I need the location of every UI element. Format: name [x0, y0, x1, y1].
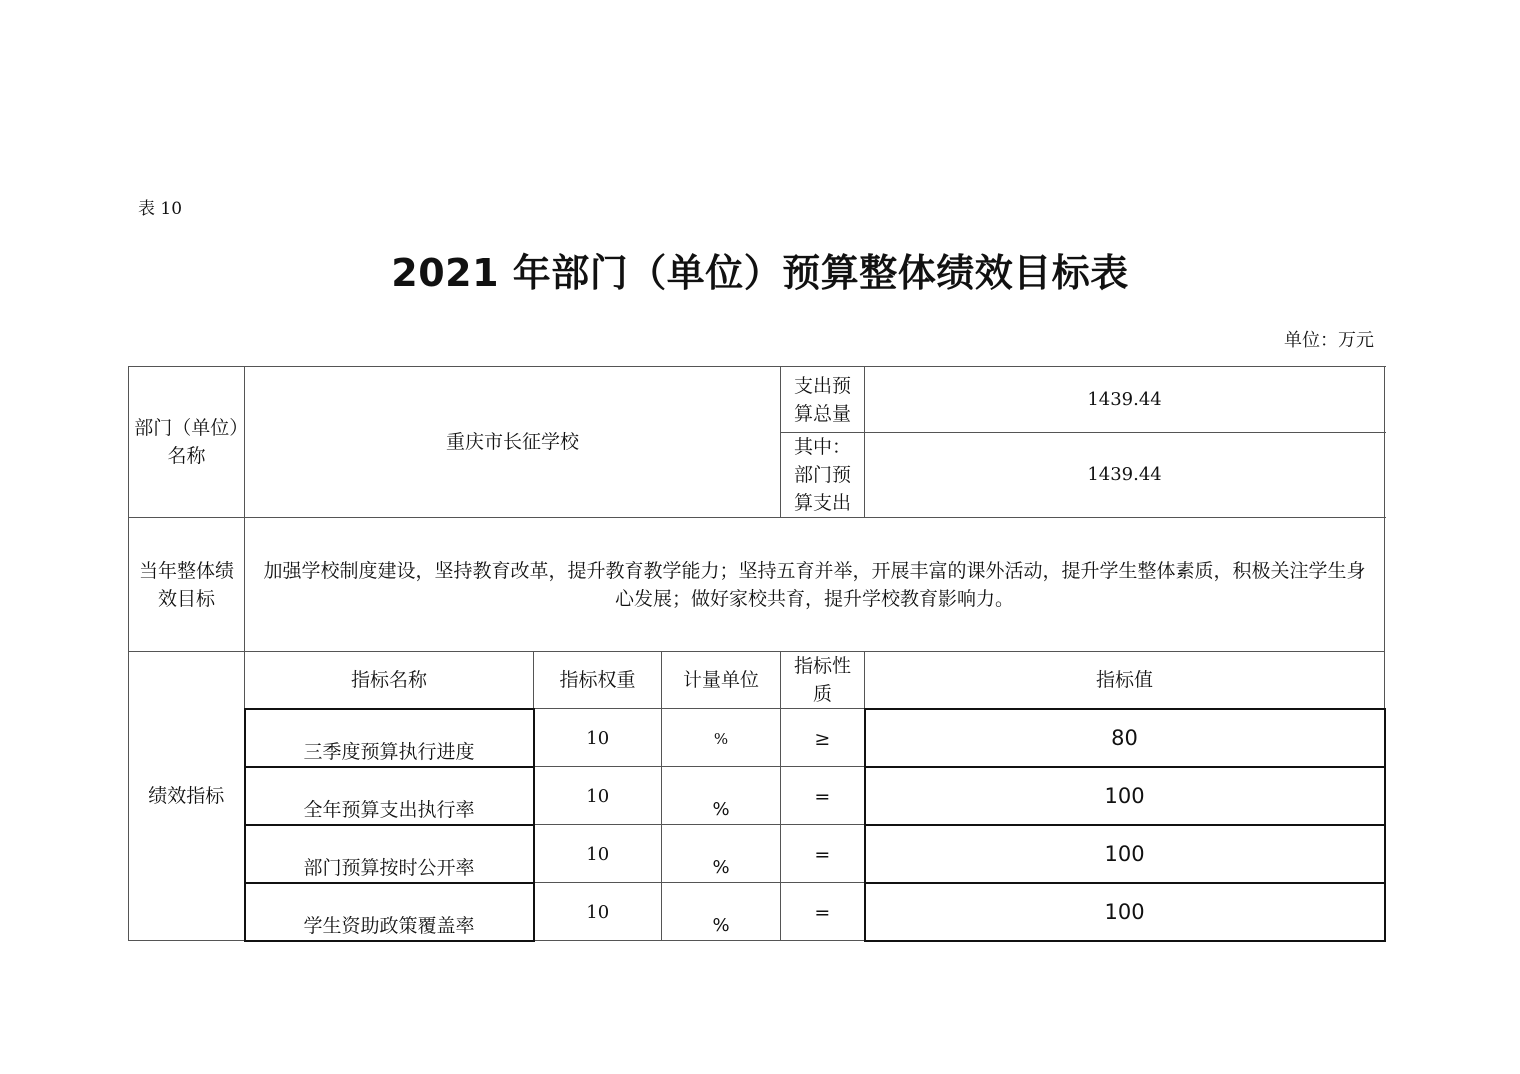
- table-row: [129, 825, 1385, 883]
- dept-label: 部门（单位）名称: [129, 367, 245, 518]
- indicator-unit: %: [662, 883, 781, 941]
- header-name: 指标名称: [245, 652, 534, 709]
- table-row: [129, 883, 1385, 941]
- indicator-weight: 10: [534, 709, 662, 767]
- indicator-weight: 10: [534, 767, 662, 825]
- table-row: [129, 709, 1385, 767]
- header-value: 指标值: [865, 652, 1385, 709]
- indicator-value: 100: [865, 825, 1385, 883]
- header-unit: 计量单位: [662, 652, 781, 709]
- header-nature: 指标性质: [781, 652, 865, 709]
- indicator-value: 100: [865, 883, 1385, 941]
- table-row: [129, 767, 1385, 825]
- total-budget-value: 1439.44: [865, 367, 1385, 433]
- indicator-unit: %: [662, 767, 781, 825]
- indicator-weight: 10: [534, 825, 662, 883]
- goal-text: 加强学校制度建设，坚持教育改革，提升教育教学能力；坚持五育并举，开展丰富的课外活动，提升学生整体素质，积极关注学生身心发展；做好家校共育，提升学校教育影响力。: [245, 518, 1385, 652]
- indicator-unit: %: [662, 825, 781, 883]
- goal-label: 当年整体绩效目标: [129, 518, 245, 652]
- unit-label: 单位：万元: [1284, 330, 1374, 351]
- dept-budget-value: 1439.44: [865, 433, 1385, 518]
- dept-budget-label: 其中：部门预算支出: [781, 433, 865, 518]
- indicator-unit: %: [662, 709, 781, 767]
- indicator-nature: =: [781, 767, 865, 825]
- indicator-nature: ≥: [781, 709, 865, 767]
- dept-name: 重庆市长征学校: [245, 367, 781, 518]
- total-budget-label: 支出预算总量: [781, 367, 865, 433]
- indicator-name: 部门预算按时公开率: [245, 825, 534, 883]
- indicator-value: 80: [865, 709, 1385, 767]
- performance-table: [128, 366, 1385, 942]
- table-number: 表 10: [138, 199, 183, 219]
- indicator-nature: =: [781, 825, 865, 883]
- indicators-label: 绩效指标: [129, 652, 245, 941]
- header-weight: 指标权重: [534, 652, 662, 709]
- indicator-weight: 10: [534, 883, 662, 941]
- indicator-name: 三季度预算执行进度: [245, 709, 534, 767]
- indicator-value: 100: [865, 767, 1385, 825]
- indicator-name: 全年预算支出执行率: [245, 767, 534, 825]
- indicator-name: 学生资助政策覆盖率: [245, 883, 534, 941]
- indicator-nature: =: [781, 883, 865, 941]
- page-title: 2021 年部门（单位）预算整体绩效目标表: [391, 251, 1129, 295]
